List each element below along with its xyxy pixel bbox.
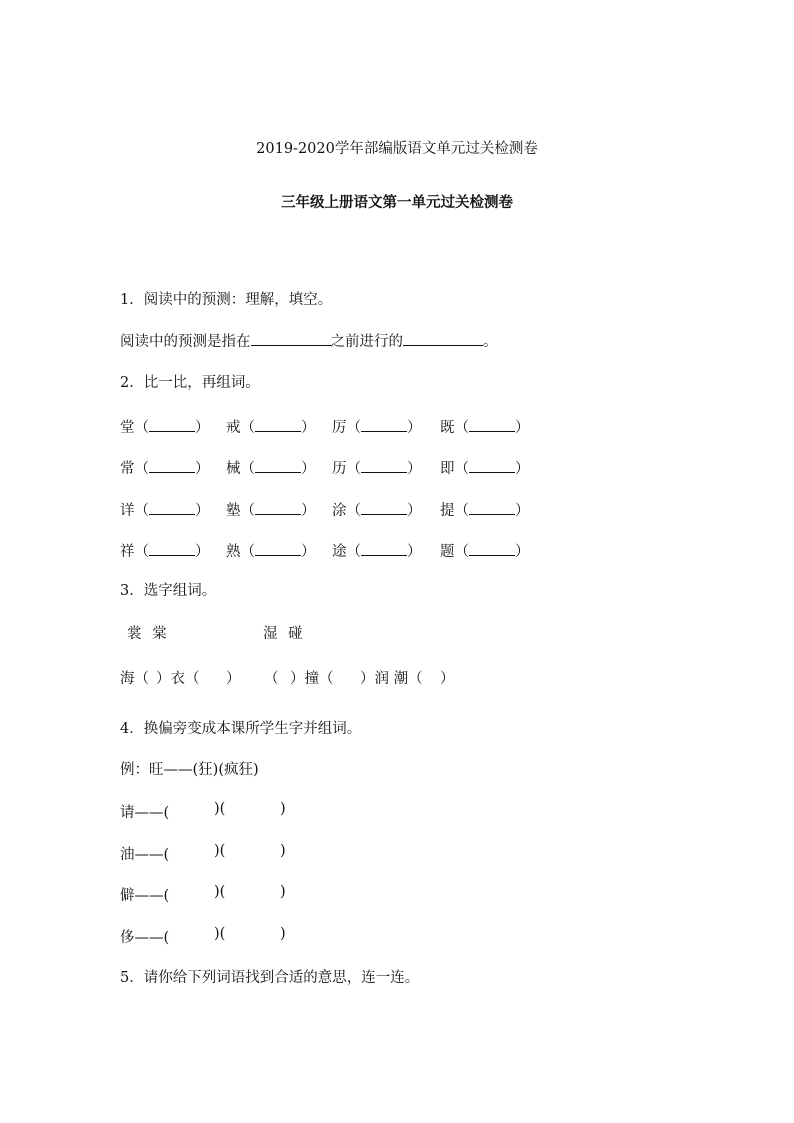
paren-close: ） <box>301 420 316 436</box>
q2-char: 常 <box>120 461 135 477</box>
paren-open: （ <box>240 461 255 477</box>
q3-heading: 3．选字组词。 <box>120 583 217 599</box>
q2-item <box>120 416 210 437</box>
q2-item <box>226 499 316 520</box>
paren-close: ） <box>301 544 316 560</box>
q3-item-2: ）衣（ <box>156 671 200 687</box>
paren-close: ） <box>195 420 210 436</box>
paren-close: ） <box>407 503 422 519</box>
paren-close: ） <box>195 503 210 519</box>
paren-close: ） <box>195 544 210 560</box>
q1-text-2: 之前进行的 <box>330 334 403 350</box>
q2-answer-blank[interactable] <box>469 460 515 473</box>
paren-open: （ <box>454 544 469 560</box>
q2-char: 详 <box>120 503 135 519</box>
q2-item <box>226 540 316 561</box>
q2-answer-blank[interactable] <box>469 419 515 432</box>
paren-close: ） <box>515 544 530 560</box>
q2-item <box>226 416 316 437</box>
paren-close: ） <box>515 503 530 519</box>
q2-answer-blank[interactable] <box>361 460 407 473</box>
q2-char: 械 <box>226 461 241 477</box>
paren-open: （ <box>346 461 361 477</box>
paren-close: ） <box>301 503 316 519</box>
q1-text-1: 阅读中的预测是指在 <box>120 334 251 350</box>
q1-blank-2[interactable] <box>403 333 483 346</box>
q2-item <box>332 457 422 478</box>
q1-blank-1[interactable] <box>251 333 331 346</box>
q2-item <box>332 416 422 437</box>
q2-char: 即 <box>440 461 455 477</box>
q2-char: 历 <box>332 461 347 477</box>
paren-close: ） <box>515 420 530 436</box>
paren-open: （ <box>134 503 149 519</box>
q4-example: 例：旺——(狂)(疯狂) <box>120 762 259 778</box>
q2-answer-blank[interactable] <box>149 460 195 473</box>
q2-answer-blank[interactable] <box>361 543 407 556</box>
q2-item <box>120 457 210 478</box>
q2-char: 厉 <box>332 420 347 436</box>
q4-row-end[interactable]: ) <box>280 926 286 942</box>
q2-char: 涂 <box>332 503 347 519</box>
q4-row-prefix: 油——( <box>120 847 170 863</box>
paren-open: （ <box>134 544 149 560</box>
q2-answer-blank[interactable] <box>361 502 407 515</box>
q4-row-prefix: 侈——( <box>120 930 170 946</box>
q2-char: 题 <box>440 544 455 560</box>
paren-open: （ <box>134 420 149 436</box>
q4-heading: 4．换偏旁变成本课所学生字并组词。 <box>120 721 362 737</box>
q4-row-end[interactable]: ) <box>280 843 286 859</box>
q3-char-group-1: 裳 棠 <box>127 626 170 642</box>
q2-answer-blank[interactable] <box>255 460 301 473</box>
q1-sentence <box>120 332 498 352</box>
paren-open: （ <box>240 420 255 436</box>
q2-item <box>332 540 422 561</box>
q4-row-mid[interactable]: )( <box>214 843 226 859</box>
q3-item-1: 海（ <box>120 671 149 687</box>
q2-char: 塾 <box>226 503 241 519</box>
q2-answer-blank[interactable] <box>469 543 515 556</box>
q2-answer-blank[interactable] <box>469 502 515 515</box>
q2-item <box>440 457 530 478</box>
q3-item-3: ） <box>226 671 241 687</box>
paren-open: （ <box>346 544 361 560</box>
q2-item <box>120 540 210 561</box>
q3-item-4: （ <box>264 671 279 687</box>
q2-char: 熟 <box>226 544 241 560</box>
q2-answer-blank[interactable] <box>255 502 301 515</box>
paren-close: ） <box>301 461 316 477</box>
q4-row-mid[interactable]: )( <box>214 801 226 817</box>
q4-row-prefix: 请——( <box>120 805 170 821</box>
page-subtitle: 三年级上册语文第一单元过关检测卷 <box>281 194 513 211</box>
q2-item <box>226 457 316 478</box>
q2-char: 祥 <box>120 544 135 560</box>
paren-open: （ <box>134 461 149 477</box>
page-title: 2019-2020学年部编版语文单元过关检测卷 <box>256 141 538 157</box>
q1-heading: 1．阅读中的预测：理解，填空。 <box>120 292 333 308</box>
q4-row-end[interactable]: ) <box>280 801 286 817</box>
q2-answer-blank[interactable] <box>255 419 301 432</box>
q2-answer-blank[interactable] <box>149 502 195 515</box>
paren-open: （ <box>240 544 255 560</box>
q2-char: 堂 <box>120 420 135 436</box>
q2-char: 途 <box>332 544 347 560</box>
q4-row-mid[interactable]: )( <box>214 926 226 942</box>
q5-heading: 5．请你给下列词语找到合适的意思，连一连。 <box>120 970 420 986</box>
q3-item-7: ） <box>440 671 455 687</box>
q2-answer-blank[interactable] <box>255 543 301 556</box>
paren-close: ） <box>407 420 422 436</box>
paren-close: ） <box>407 461 422 477</box>
q1-text-end: 。 <box>483 334 498 350</box>
paren-close: ） <box>407 544 422 560</box>
q4-row-end[interactable]: ) <box>280 884 286 900</box>
q2-answer-blank[interactable] <box>149 543 195 556</box>
q2-item <box>440 540 530 561</box>
paren-open: （ <box>346 420 361 436</box>
paren-open: （ <box>346 503 361 519</box>
q2-answer-blank[interactable] <box>361 419 407 432</box>
q3-char-group-2: 湿 碰 <box>263 626 306 642</box>
q3-item-5: ）撞（ <box>290 671 334 687</box>
q3-item-6: ）润 潮（ <box>360 671 423 687</box>
q2-item <box>332 499 422 520</box>
q2-item <box>120 499 210 520</box>
q2-item <box>440 416 530 437</box>
q2-char: 提 <box>440 503 455 519</box>
q2-char: 戒 <box>226 420 241 436</box>
q2-answer-blank[interactable] <box>149 419 195 432</box>
q4-row-mid[interactable]: )( <box>214 884 226 900</box>
paren-close: ） <box>515 461 530 477</box>
q4-row-prefix: 僻——( <box>120 888 170 904</box>
paren-open: （ <box>240 503 255 519</box>
paren-close: ） <box>195 461 210 477</box>
paren-open: （ <box>454 503 469 519</box>
q2-char: 既 <box>440 420 455 436</box>
q2-heading: 2．比一比，再组词。 <box>120 375 260 391</box>
paren-open: （ <box>454 420 469 436</box>
paren-open: （ <box>454 461 469 477</box>
q2-item <box>440 499 530 520</box>
